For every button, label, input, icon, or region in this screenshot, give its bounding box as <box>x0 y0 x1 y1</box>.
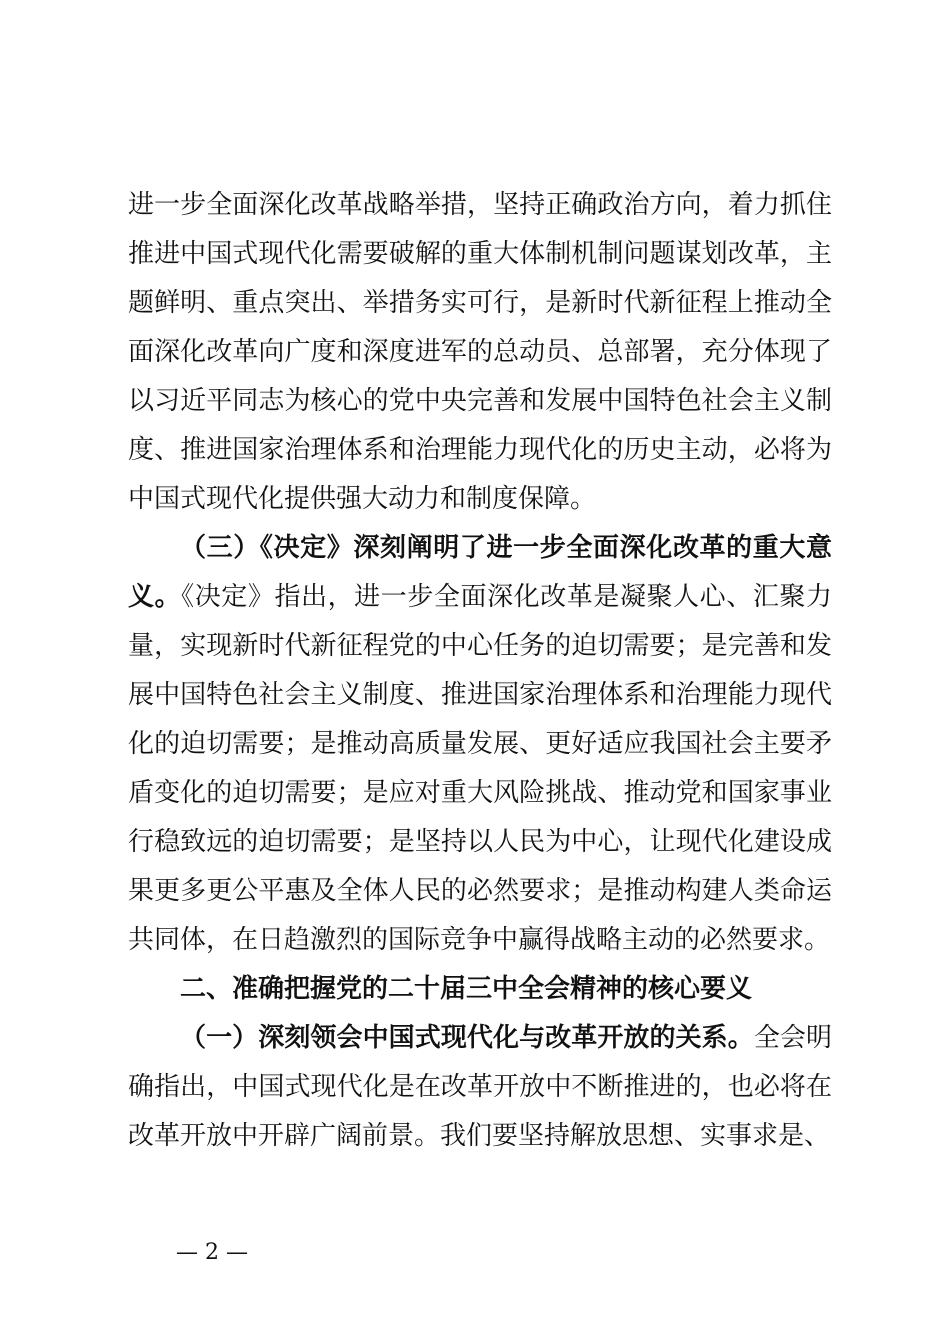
page-number: — 2 — <box>176 1240 248 1265</box>
section-heading-text: 二、准确把握党的二十届三中全会精神的核心要义 <box>180 974 753 1004</box>
paragraph-heading: （三）《决定》深刻阐明了进一步全面深化改革的重大意义。 <box>128 533 832 612</box>
paragraph-text: 全会明确指出，中国式现代化是在改革开放中不断推进的，也必将在改革开放中开辟广阔前景。我们要坚持解放思想、实事求是、 <box>128 1023 832 1151</box>
section-heading <box>128 965 832 1014</box>
paragraph-modernization <box>128 1014 832 1161</box>
paragraph-text: 《决定》指出，进一步全面深化改革是凝聚人心、汇聚力量，实现新时代新征程党的中心任务的迫切需要；是完善和发展中国特色社会主义制度、推进国家治理体系和治理能力现代化的迫切需要；是推动高质量发展、更好适应我国社会主要矛盾变化的迫切需要；是应对重大风险挑战、推动党和国家事业行稳致远的迫切需要；是坚持以人民为中心，让现代化建设成果更多更公平惠及全体人民的必然要求；是推动构建人类命运共同体，在日趋激烈的国际竞争中赢得战略主动的必然要求。 <box>128 582 832 955</box>
paragraph-heading: （一）深刻领会中国式现代化与改革开放的关系。 <box>180 1023 754 1053</box>
document-body <box>128 181 832 1161</box>
paragraph-text: 进一步全面深化改革战略举措，坚持正确政治方向，着力抓住推进中国式现代化需要破解的重大体制机制问题谋划改革，主题鲜明、重点突出、举措务实可行，是新时代新征程上推动全面深化改革向广度和深度进军的总动员、总部署，充分体现了以习近平同志为核心的党中央完善和发展中国特色社会主义制度、推进国家治理体系和治理能力现代化的历史主动，必将为中国式现代化提供强大动力和制度保障。 <box>128 190 832 514</box>
paragraph-significance <box>128 524 832 965</box>
paragraph-continuation <box>128 181 832 524</box>
